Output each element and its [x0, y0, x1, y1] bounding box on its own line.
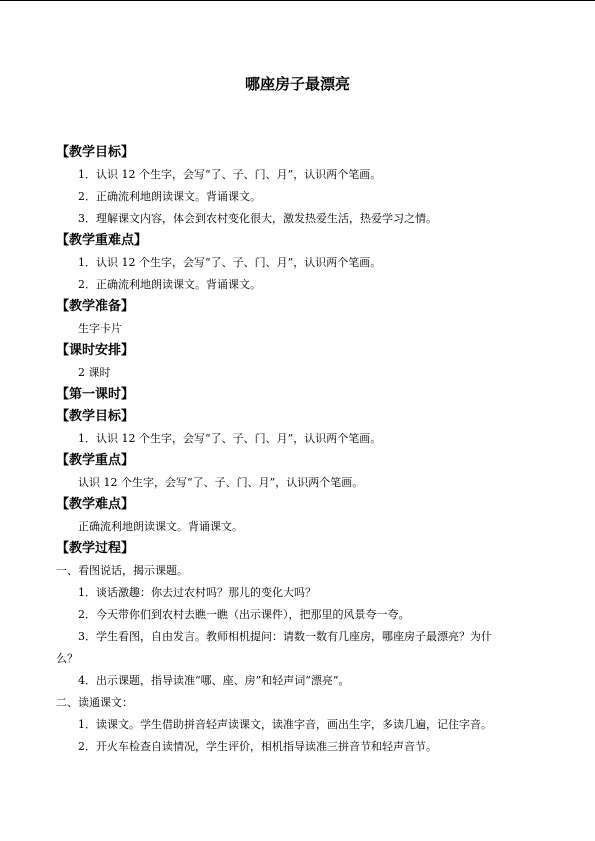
body-line: 生字卡片: [78, 322, 122, 335]
top-border-line: [0, 0, 595, 1]
document-body: [56, 142, 540, 758]
section-heading: 【教学重点】: [56, 453, 135, 468]
body-line: 1．谈话激趣：你去过农村吗？那儿的变化大吗？: [78, 586, 316, 599]
body-line: 正确流利地朗读课文。背诵课文。: [78, 520, 243, 533]
body-line: 1．读课文。学生借助拼音轻声读课文，读准字音，画出生字，多读几遍，记住字音。: [78, 718, 492, 731]
section-heading: 【教学目标】: [56, 409, 135, 424]
body-line: 2．正确流利地朗读课文。背诵课文。: [78, 190, 261, 203]
body-line: 2．正确流利地朗读课文。背诵课文。: [78, 278, 261, 291]
section-heading: 【课时安排】: [56, 343, 135, 358]
body-line: 1．认识 12 个生字，会写“了、子、门、月”，认识两个笔画。: [78, 256, 382, 269]
body-line: 1．认识 12 个生字，会写“了、子、门、月”，认识两个笔画。: [78, 168, 382, 181]
body-line: 么？: [56, 652, 78, 665]
body-line: 3．学生看图，自由发言。教师相机提问：请数一数有几座房，哪座房子最漂亮？为什: [78, 630, 492, 643]
section-heading: 【教学目标】: [56, 145, 135, 160]
section-heading: 【第一课时】: [56, 387, 135, 402]
body-line: 一、看图说话，揭示课题。: [56, 564, 188, 577]
body-line: 4．出示课题，指导读准“哪、座、房”和轻声词“漂亮”。: [78, 674, 350, 687]
body-line: 2．今天带你们到农村去瞧一瞧（出示课件），把那里的风景夸一夸。: [78, 608, 410, 621]
body-line: 二、读通课文：: [56, 696, 133, 709]
body-line: 1．认识 12 个生字，会写“了、子、门、月”，认识两个笔画。: [78, 432, 382, 445]
section-heading: 【教学难点】: [56, 497, 135, 512]
body-line: 2．开火车检查自读情况，学生评价，相机指导读准三拼音节和轻声音节。: [78, 740, 437, 753]
section-heading: 【教学重难点】: [56, 233, 148, 248]
page-title: 哪座房子最漂亮: [244, 75, 350, 93]
body-line: 2 课时: [78, 366, 111, 379]
section-heading: 【教学准备】: [56, 299, 135, 314]
section-heading: 【教学过程】: [56, 541, 135, 556]
body-line: 认识 12 个生字，会写“了、子、门、月”，认识两个笔画。: [78, 476, 364, 489]
body-line: 3．理解课文内容，体会到农村变化很大，激发热爱生活，热爱学习之情。: [78, 212, 437, 225]
